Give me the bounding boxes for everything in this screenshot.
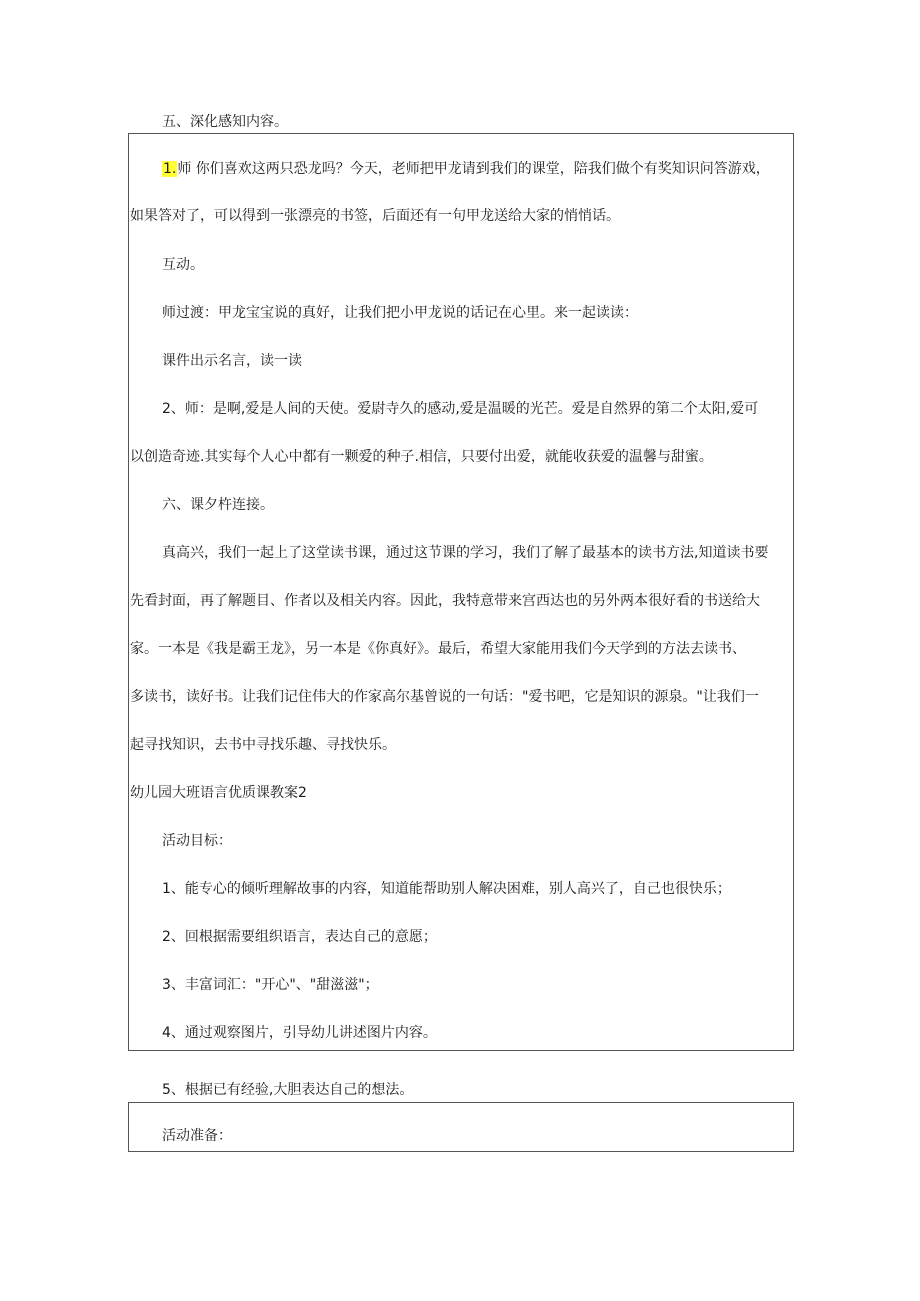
goal-5: 5、根据已有经验,大胆表达自己的想法。 (162, 1082, 414, 1098)
paragraph-1-line-1 (162, 159, 770, 179)
interact-line: 互动。 (162, 257, 204, 273)
paragraph-2-line-2: 以创造奇迹.其实每个人心中都有一颗爱的种子.相信，只要付出爱，就能收获爱的温馨与甜蜜。 (130, 449, 713, 465)
goals-heading: 活动目标： (162, 833, 232, 849)
section6-line-1: 真高兴，我们一起上了这堂读书课，通过这节课的学习，我们了解了最基本的读书方法,知道读书要 (162, 545, 769, 561)
goal-2: 2、回根据需要组织语言，表达自己的意愿； (162, 929, 437, 945)
transition-line: 师过渡：甲龙宝宝说的真好，让我们把小甲龙说的话记在心里。来一起读读： (162, 305, 638, 321)
section6-line-4: 多读书，读好书。让我们记住伟大的作家高尔基曾说的一句话："爱书吧，它是知识的源泉。"让我们一 (130, 689, 759, 705)
highlight-number: 1. (163, 161, 177, 177)
section6-heading: 六、课夕杵连接。 (162, 497, 274, 513)
section6-line-2: 先看封面，再了解题目、作者以及相关内容。因此，我特意带来宫西达也的另外两本很好看的书送给大 (130, 593, 760, 609)
paragraph-2-line-1: 2、师：是啊,爱是人间的天使。爱尉寺久的感动,爱是温暖的光芒。爱是自然界的第二个太阳,爱可 (162, 401, 759, 417)
section6-line-3: 家。一本是《我是霸王龙》，另一本是《你真好》。最后，希望大家能用我们今天学到的方法去读书、 (130, 641, 746, 657)
plan2-title: 幼儿园大班语言优质课教案2 (130, 785, 307, 801)
courseware-line: 课件出示名言，读一读 (162, 353, 302, 369)
section6-line-5: 起寻找知识，去书中寻找乐趣、寻找快乐。 (130, 737, 396, 753)
prep-heading: 活动准备： (162, 1128, 232, 1144)
paragraph-1-text: 师 你们喜欢这两只恐龙吗？今天，老师把甲龙请到我们的课堂，陪我们做个有奖知识问答游戏， (177, 161, 770, 177)
paragraph-1-line-2: 如果答对了，可以得到一张漂亮的书签，后面还有一句甲龙送给大家的悄悄话。 (130, 208, 620, 224)
section5-heading: 五、深化感知内容。 (162, 114, 288, 130)
goal-3: 3、丰富词汇："开心"、"甜滋滋"； (162, 977, 379, 993)
goal-1: 1、能专心的倾听理解故事的内容，知道能帮助别人解决困难，别人高兴了，自己也很快乐； (162, 881, 731, 897)
goal-4: 4、通过观察图片，引导幼儿讲述图片内容。 (162, 1025, 437, 1041)
